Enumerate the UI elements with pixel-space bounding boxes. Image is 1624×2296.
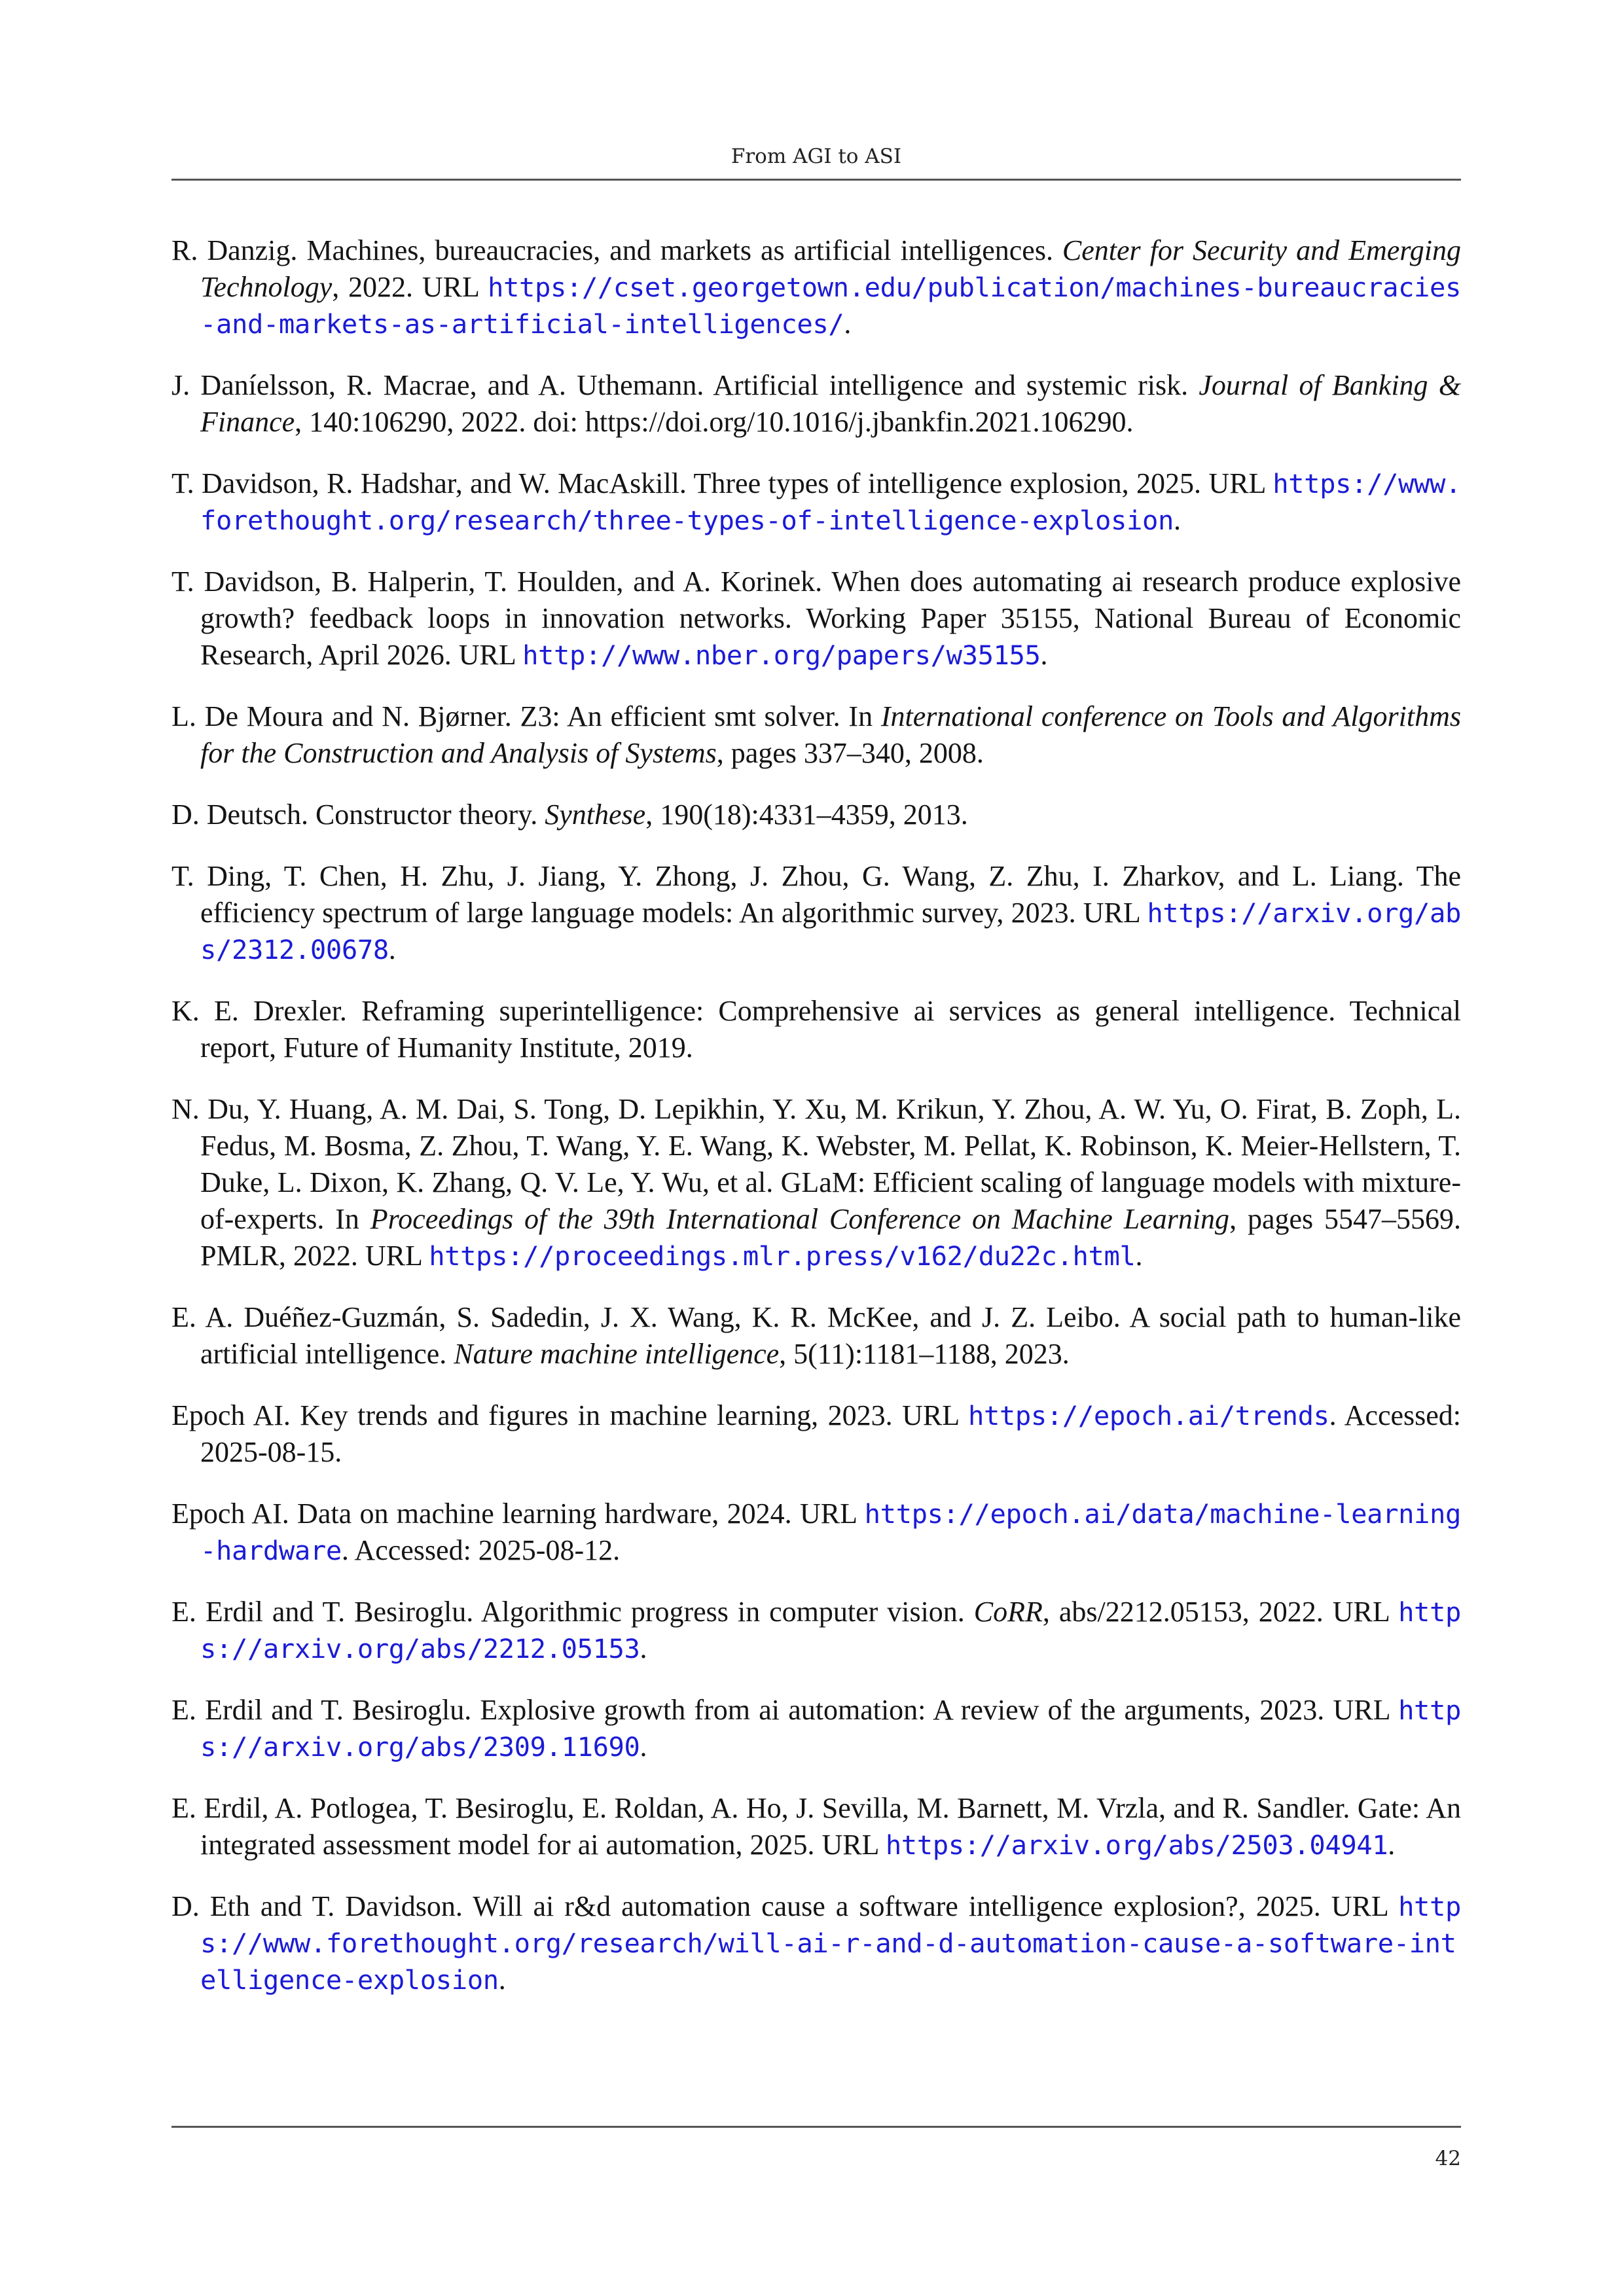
reference-entry [171,1594,1461,1667]
reference-text: Epoch AI. Data on machine learning hardware, 2024. URL [171,1498,865,1530]
reference-venue: Proceedings of the 39th International Conference on Machine Learning [370,1203,1230,1235]
reference-venue: International conference on Tools and Algorithms for the Construction and Analysis of Systems [200,700,1461,769]
reference-venue: CoRR [973,1596,1043,1628]
reference-venue: Journal of Banking & Finance [200,369,1461,438]
reference-text: , 5(11):1181–1188, 2023. [779,1338,1070,1370]
reference-text: , pages 337–340, 2008. [716,737,984,769]
page-number: 42 [1435,2147,1461,2170]
reference-entry [171,1790,1461,1863]
reference-entry [171,1692,1461,1765]
reference-text: E. Erdil and T. Besiroglu. Algorithmic progress in computer vision. [171,1596,974,1628]
reference-text: E. A. Duéñez-Guzmán, S. Sadedin, J. X. Wang, K. R. McKee, and J. Z. Leibo. A social path to human-like artificial intelligence. [171,1301,1461,1370]
reference-text: K. E. Drexler. Reframing superintelligence: Comprehensive ai services as general intelligence. Technical report, Future of Humanity Institute, 2019. [171,995,1461,1064]
reference-text: E. Erdil, A. Potlogea, T. Besiroglu, E. Roldan, A. Ho, J. Sevilla, M. Barnett, M. Vrzla, and R. Sandler. Gate: An integrated assessment model for ai automation, 2025. URL [171,1792,1461,1861]
reference-url-link[interactable]: https://arxiv.org/abs/2312.00678 [200,897,1461,965]
reference-text: . [1040,639,1048,671]
header-divider [171,179,1461,181]
reference-text: . [1388,1829,1396,1861]
reference-entry [171,858,1461,968]
reference-entry [171,993,1461,1066]
reference-text: . [1135,1240,1143,1272]
reference-text: L. De Moura and N. Bjørner. Z3: An efficient smt solver. In [171,700,881,732]
reference-text: , 140:106290, 2022. doi: https://doi.org/10.1016/j.jbankfin.2021.106290. [295,406,1134,438]
reference-entry [171,465,1461,539]
reference-entry [171,698,1461,772]
reference-text: . [844,308,852,340]
reference-text: T. Davidson, R. Hadshar, and W. MacAskill. Three types of intelligence explosion, 2025. URL [171,467,1273,499]
reference-url-link[interactable]: https://proceedings.mlr.press/v162/du22c.html [429,1240,1136,1272]
reference-entry [171,564,1461,673]
reference-text: D. Deutsch. Constructor theory. [171,798,545,831]
reference-text: , 2022. URL [332,271,488,303]
reference-text: J. Daníelsson, R. Macrae, and A. Uthemann. Artificial intelligence and systemic risk. [171,369,1199,401]
reference-list [171,232,1461,2023]
reference-text: . [1173,504,1181,536]
reference-text: T. Ding, T. Chen, H. Zhu, J. Jiang, Y. Zhong, J. Zhou, G. Wang, Z. Zhu, I. Zharkov, and L. Liang. The efficiency spectrum of large language models: An algorithmic survey, 2023. URL [171,860,1461,929]
reference-entry [171,367,1461,440]
reference-url-link[interactable]: https://cset.georgetown.edu/publication/machines-bureaucracies-and-markets-as-artificial-intelligences/ [200,272,1461,340]
reference-text: . Accessed: 2025-08-15. [200,1399,1462,1468]
reference-text: . [640,1632,647,1664]
reference-text: , 190(18):4331–4359, 2013. [645,798,968,831]
reference-text: D. Eth and T. Davidson. Will ai r&d automation cause a software intelligence explosion?, 2025. URL [171,1890,1399,1922]
reference-url-link[interactable]: https://epoch.ai/data/machine-learning-hardware [200,1498,1461,1566]
reference-entry [171,232,1461,342]
reference-text: Epoch AI. Key trends and figures in machine learning, 2023. URL [171,1399,968,1431]
reference-entry [171,1496,1461,1569]
reference-venue: Center for Security and Emerging Technology [200,234,1461,303]
reference-text: , pages 5547–5569. PMLR, 2022. URL [200,1203,1462,1272]
reference-text: E. Erdil and T. Besiroglu. Explosive growth from ai automation: A review of the arguments, 2023. URL [171,1694,1399,1726]
reference-text: . Accessed: 2025-08-12. [341,1534,621,1566]
reference-url-link[interactable]: http://www.nber.org/papers/w35155 [522,639,1041,671]
reference-entry [171,1888,1461,1998]
reference-url-link[interactable]: https://www.forethought.org/research/three-types-of-intelligence-explosion [200,468,1461,536]
reference-url-link[interactable]: https://epoch.ai/trends [967,1400,1329,1431]
reference-venue: Synthese [545,798,646,831]
reference-entry [171,797,1461,833]
reference-url-link[interactable]: https://arxiv.org/abs/2503.04941 [885,1829,1388,1861]
reference-entry [171,1299,1461,1372]
footer-divider [171,2126,1461,2128]
reference-text: . [640,1731,647,1763]
reference-venue: Nature machine intelligence [454,1338,780,1370]
reference-url-link[interactable]: https://arxiv.org/abs/2212.05153 [200,1596,1461,1664]
reference-url-link[interactable]: https://arxiv.org/abs/2309.11690 [200,1695,1461,1763]
reference-text: N. Du, Y. Huang, A. M. Dai, S. Tong, D. Lepikhin, Y. Xu, M. Krikun, Y. Zhou, A. W. Yu, O. Firat, B. Zoph, L. Fedus, M. Bosma, Z. Zhou, T. Wang, Y. E. Wang, K. Webster, M. Pellat, K. Robinson, K. Meier-Hellstern, T. Duke, L. Dixon, K. Zhang, Q. V. Le, Y. Wu, et al. GLaM: Efficient scaling of language models with mixture-of-experts. In [171,1093,1461,1235]
reference-text: , abs/2212.05153, 2022. URL [1042,1596,1399,1628]
reference-entry [171,1091,1461,1274]
reference-url-link[interactable]: https://www.forethought.org/research/will-ai-r-and-d-automation-cause-a-software-intelligence-explosion [200,1891,1461,1996]
reference-text: T. Davidson, B. Halperin, T. Houlden, and A. Korinek. When does automating ai research produce explosive growth? feedback loops in innovation networks. Working Paper 35155, National Bureau of Economic Research, April 2026. URL [171,565,1461,671]
running-header: From AGI to ASI [731,145,902,168]
reference-entry [171,1397,1461,1471]
reference-text: . [498,1964,506,1996]
reference-text: R. Danzig. Machines, bureaucracies, and markets as artificial intelligences. [171,234,1062,266]
reference-text: . [388,933,396,965]
